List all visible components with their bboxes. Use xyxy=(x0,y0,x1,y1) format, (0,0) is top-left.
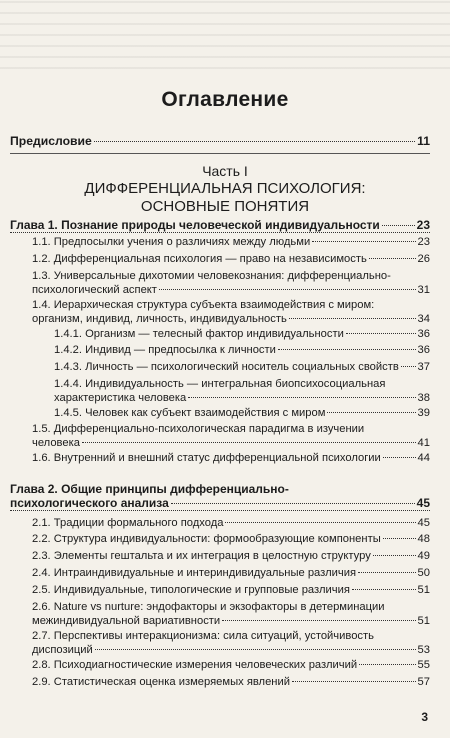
entry-text: 1.1. Предпосылки учения о различиях между людьми xyxy=(32,236,311,248)
dot-leader xyxy=(352,589,416,590)
entry-text: психологический аспект xyxy=(32,284,157,296)
entry-text: 2.5. Индивидуальные, типологические и групповые различия xyxy=(32,584,350,596)
toc-preface[interactable] xyxy=(10,134,430,148)
entry-page: 23 xyxy=(416,218,430,232)
entry-page: 26 xyxy=(417,253,430,265)
toc-entry[interactable] xyxy=(32,235,430,249)
dot-leader xyxy=(401,366,416,367)
preface-page: 11 xyxy=(417,134,430,148)
toc-entry[interactable] xyxy=(54,377,430,405)
page-number: 3 xyxy=(421,710,428,724)
dot-leader xyxy=(346,333,416,334)
toc-entry[interactable] xyxy=(54,360,430,374)
toc-entry[interactable] xyxy=(32,566,430,580)
toc-entry[interactable] xyxy=(32,583,430,597)
dot-leader xyxy=(373,555,416,556)
entry-page: 45 xyxy=(416,496,430,510)
entry-text: психологического анализа xyxy=(10,496,169,510)
part-title-line2: ОСНОВНЫЕ ПОНЯТИЯ xyxy=(140,198,310,215)
entry-page: 51 xyxy=(417,615,430,627)
entry-page: 36 xyxy=(417,328,430,340)
entry-text: 2.4. Интраиндивидуальные и интериндивидуальные различия xyxy=(32,567,357,579)
dot-leader xyxy=(159,289,416,290)
dot-leader xyxy=(383,538,416,539)
entry-page: 41 xyxy=(417,437,430,449)
entry-text: 2.7. Перспективы интеракционизма: сила ситуаций, устойчивость xyxy=(32,630,374,642)
toc-entry[interactable] xyxy=(32,600,430,628)
entry-text: диспозиций xyxy=(32,644,93,656)
dot-leader xyxy=(188,397,415,398)
toc-entry[interactable] xyxy=(54,327,430,341)
page-title: Оглавление xyxy=(161,88,289,111)
entry-page: 55 xyxy=(417,659,430,671)
part-title-line1: ДИФФЕРЕНЦИАЛЬНАЯ ПСИХОЛОГИЯ: xyxy=(84,180,366,197)
dot-leader xyxy=(292,681,416,682)
toc-entry[interactable] xyxy=(32,269,430,297)
entry-text: человека xyxy=(32,437,80,449)
dot-leader xyxy=(94,141,415,142)
dot-leader xyxy=(225,522,415,523)
dot-leader xyxy=(382,225,415,226)
entry-page: 34 xyxy=(417,313,430,325)
entry-text: 1.4. Иерархическая структура субъекта взаимодействия с миром: xyxy=(32,299,375,311)
dot-leader xyxy=(289,318,416,319)
entry-page: 49 xyxy=(417,550,430,562)
toc-entry[interactable] xyxy=(32,658,430,672)
toc-entry[interactable] xyxy=(32,422,430,450)
entry-page: 38 xyxy=(417,392,430,404)
entry-page: 44 xyxy=(417,452,430,464)
toc-entry[interactable] xyxy=(54,406,430,420)
entry-text: Глава 1. Познание природы человеческой индивидуальности xyxy=(10,218,380,232)
dot-leader xyxy=(278,349,416,350)
entry-text: 1.4.4. Индивидуальность — интегральная биопсихосоциальная xyxy=(54,378,386,390)
toc-chapter[interactable] xyxy=(10,218,430,233)
dot-leader xyxy=(369,258,416,259)
entry-page: 36 xyxy=(417,344,430,356)
toc-entry[interactable] xyxy=(32,252,430,266)
dot-leader xyxy=(95,649,416,650)
entry-text: 1.2. Дифференциальная психология — право на независимость xyxy=(32,253,367,265)
dot-leader xyxy=(171,503,415,504)
entry-text: 2.8. Психодиагностические измерения человеческих различий xyxy=(32,659,358,671)
entry-text: 1.5. Дифференциально-психологическая парадигма в изучении xyxy=(32,423,365,435)
entry-page: 39 xyxy=(417,407,430,419)
toc-entry[interactable] xyxy=(32,629,430,657)
toc-entry[interactable] xyxy=(32,549,430,563)
entry-page: 57 xyxy=(417,676,430,688)
entry-text: 1.4.1. Организм — телесный фактор индивидуальности xyxy=(54,328,344,340)
entry-text: межиндивидуальной вариативности xyxy=(32,615,221,627)
entry-text: 2.1. Традиции формального подхода xyxy=(32,517,224,529)
entry-text: 2.6. Nature vs nurture: эндофакторы и экзофакторы в детерминации xyxy=(32,601,385,613)
entry-page: 50 xyxy=(417,567,430,579)
entry-text: 2.3. Элементы гештальта и их интеграция в целостную структуру xyxy=(32,550,371,562)
dot-leader xyxy=(82,442,416,443)
toc-entry[interactable] xyxy=(32,298,430,326)
entry-text: 2.2. Структура индивидуальности: формообразующие компоненты xyxy=(32,533,381,545)
entry-text: Глава 2. Общие принципы дифференциально- xyxy=(10,482,289,496)
entry-text: организм, индивид, личность, индивидуальность xyxy=(32,313,287,325)
toc-entry[interactable] xyxy=(32,532,430,546)
toc-entry[interactable] xyxy=(32,516,430,530)
dot-leader xyxy=(327,412,415,413)
divider xyxy=(10,153,430,154)
entry-text: 1.4.3. Личность — психологический носитель социальных свойств xyxy=(54,361,399,373)
entry-text: 1.4.5. Человек как субъект взаимодействия с миром xyxy=(54,407,326,419)
toc-entry[interactable] xyxy=(54,343,430,357)
dot-leader xyxy=(222,620,415,621)
part-number: Часть I xyxy=(202,163,248,179)
entry-page: 37 xyxy=(417,361,430,373)
entry-page: 48 xyxy=(417,533,430,545)
dot-leader xyxy=(383,457,416,458)
bleed-through-text xyxy=(0,0,450,78)
preface-label: Предисловие xyxy=(10,134,92,148)
entry-page: 23 xyxy=(417,236,430,248)
entry-text: 1.3. Универсальные дихотомии человекознания: дифференциально- xyxy=(32,270,391,282)
toc-chapter[interactable] xyxy=(10,482,430,511)
dot-leader xyxy=(359,664,415,665)
entry-page: 45 xyxy=(417,517,430,529)
dot-leader xyxy=(358,572,415,573)
toc-entry[interactable] xyxy=(32,451,430,465)
entry-page: 53 xyxy=(417,644,430,656)
entry-text: 1.6. Внутренний и внешний статус дифференциальной психологии xyxy=(32,452,381,464)
toc-entry[interactable] xyxy=(32,675,430,689)
entry-text: характеристика человека xyxy=(54,392,187,404)
entry-page: 31 xyxy=(417,284,430,296)
dot-leader xyxy=(312,241,415,242)
entry-page: 51 xyxy=(417,584,430,596)
entry-text: 2.9. Статистическая оценка измеряемых явлений xyxy=(32,676,290,688)
entry-text: 1.4.2. Индивид — предпосылка к личности xyxy=(54,344,276,356)
